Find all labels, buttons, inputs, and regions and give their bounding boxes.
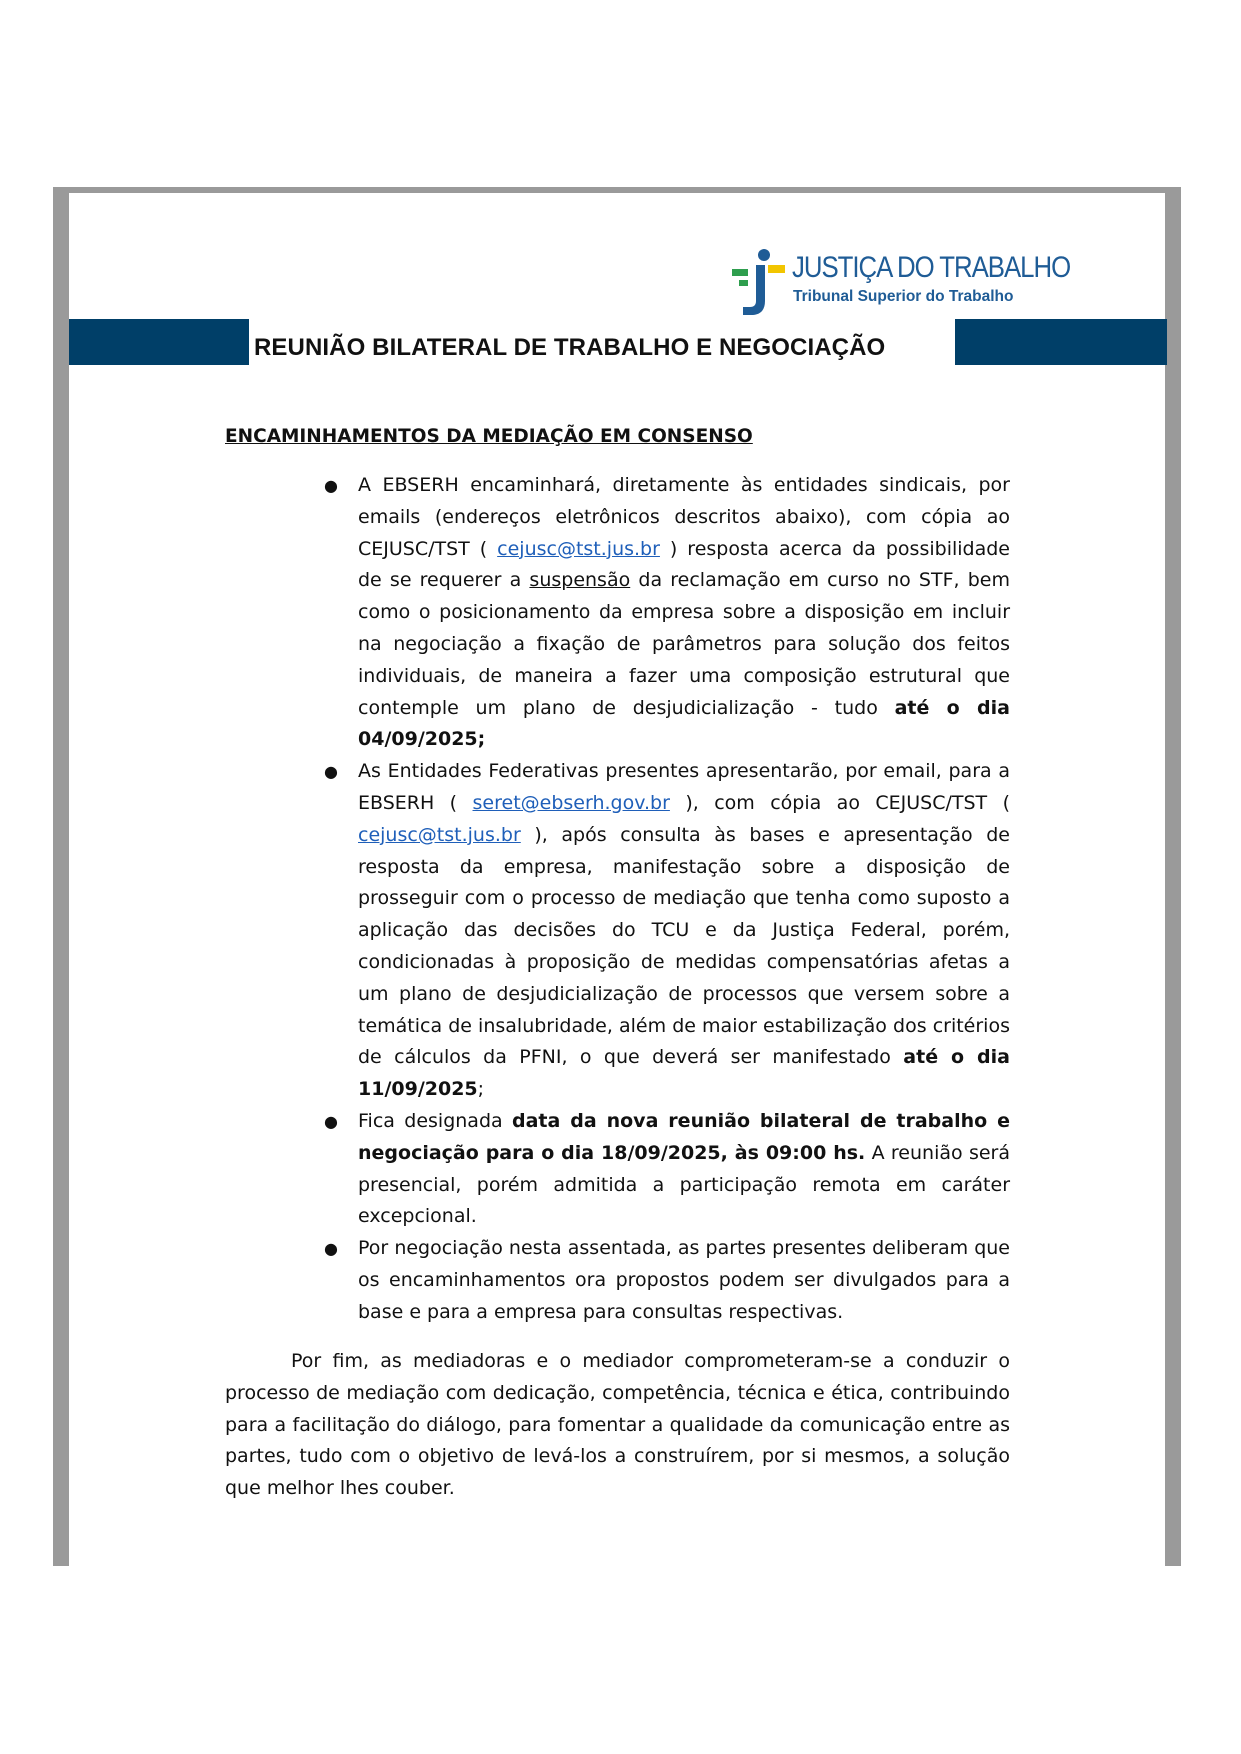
bullet-icon: ●: [324, 476, 338, 495]
underlined-term: suspensão: [529, 569, 631, 592]
deadline-text: até o dia 11/09/2025: [358, 1046, 1010, 1101]
deadline-text: até o dia 04/09/2025;: [358, 696, 1010, 751]
list-item: ● A EBSERH encaminhará, diretamente às entidades sindicais, por emails (endereços eletrônicos descritos abaixo), com cópia ao CEJUSC/TST ( cejusc@tst.jus.br ) resposta acerca da possibilidade de se requerer a suspensão da reclamação em curso no STF, bem como o posicionamento da empresa sobre a disposição em incluir na negociação a fixação de parâmetros para solução dos feitos individuais, de maneira a fazer uma composição estrutural que contemple um plano de desjudicialização - tudo até o dia 04/09/2025;: [320, 470, 1010, 756]
closing-paragraph: Por fim, as mediadoras e o mediador comprometeram-se a conduzir o processo de mediação com dedicação, competência, técnica e ética, contribuindo para a facilitação do diálogo, para fomentar a qualidade da comunicação entre as partes, tudo com o objetivo de levá-los a construírem, por si mesmos, a solução que melhor lhes couber.: [225, 1350, 1010, 1500]
header-band-right: [955, 319, 1167, 365]
logo-emblem-icon: [730, 247, 788, 317]
email-link-cejusc[interactable]: cejusc@tst.jus.br: [358, 823, 521, 846]
header-band-left: [69, 319, 249, 365]
email-link-cejusc[interactable]: cejusc@tst.jus.br: [497, 537, 660, 560]
document-title: REUNIÃO BILATERAL DE TRABALHO E NEGOCIAÇÃO: [254, 334, 886, 361]
bullet-icon: ●: [324, 1111, 338, 1131]
list-item: ● Por negociação nesta assentada, as partes presentes deliberam que os encaminhamentos ora propostos podem ser divulgados para a base e para a empresa para consultas respectivas.: [320, 1233, 1010, 1328]
bullet-icon: ●: [324, 762, 338, 782]
bullet-icon: ●: [324, 1239, 338, 1259]
logo-subtitle: Tribunal Superior do Trabalho: [793, 288, 1014, 305]
list-item: ● Fica designada data da nova reunião bilateral de trabalho e negociação para o dia 18/09/2025, às 09:00 hs. A reunião será presencial, porém admitida a participação remota em caráter excepcional.: [320, 1106, 1010, 1233]
email-link-seret[interactable]: seret@ebserh.gov.br: [472, 791, 670, 814]
meeting-date-text: data da nova reunião bilateral de trabalho e negociação para o dia 18/09/2025, às 09:00 hs.: [358, 1109, 1010, 1164]
section-heading: ENCAMINHAMENTOS DA MEDIAÇÃO EM CONSENSO: [225, 426, 753, 447]
list-item: ● As Entidades Federativas presentes apresentarão, por email, para a EBSERH ( seret@ebserh.gov.br ), com cópia ao CEJUSC/TST ( cejusc@tst.jus.br ), após consulta às bases e apresentação de resposta da empresa, manifestação sobre a disposição de prosseguir com o processo de mediação que tenha como suposto a aplicação das decisões do TCU e da Justiça Federal, porém, condicionadas à proposição de medidas compensatórias afetas a um plano de desjudicialização de processos que versem sobre a temática de insalubridade, além de maior estabilização dos critérios de cálculos da PFNI, o que deverá ser manifestado até o dia 11/09/2025;: [320, 756, 1010, 1106]
logo-title: JUSTIÇA DO TRABALHO: [792, 251, 1071, 284]
justica-do-trabalho-logo: [730, 245, 1071, 320]
referrals-list: [320, 470, 1010, 1329]
